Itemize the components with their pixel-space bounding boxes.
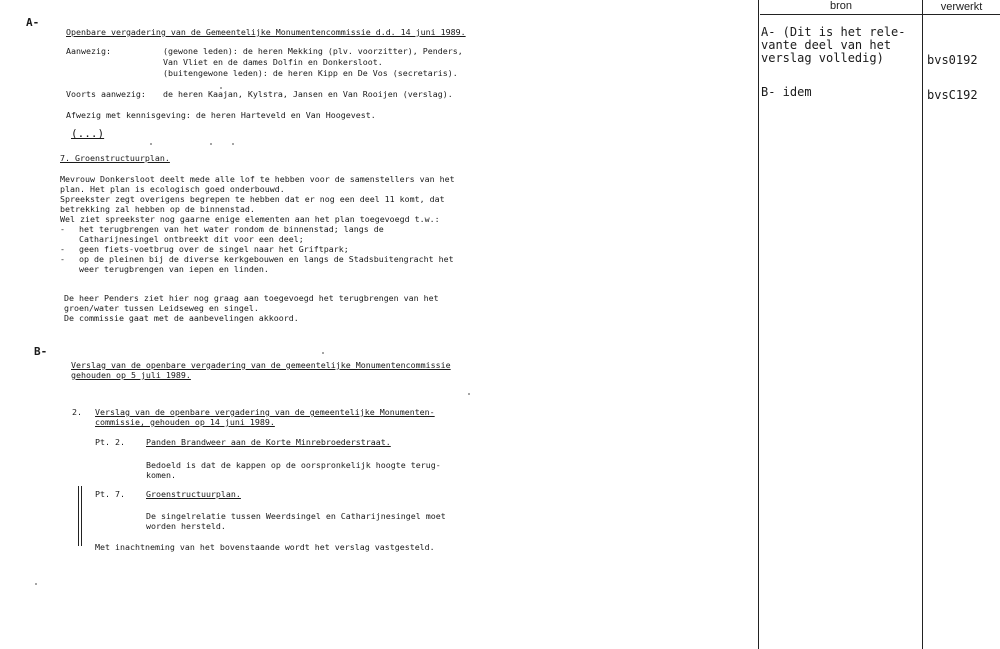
bullet-text: het terugbrengen van het water rondom de binnenstad; langs de <box>79 224 384 234</box>
item-number: 2. <box>72 407 82 417</box>
item-title: commissie, gehouden op 14 juni 1989. <box>95 417 275 427</box>
paragraph-line: betrekking zal hebben op de binnenstad. <box>60 204 255 214</box>
column-divider <box>922 0 923 649</box>
pt2-text: komen. <box>146 470 176 480</box>
processed-code: bvsC192 <box>927 88 978 102</box>
section-marker-a: A- <box>26 16 40 29</box>
source-line: verslag volledig) <box>761 51 884 65</box>
column-header-processed: verwerkt <box>940 1 983 13</box>
also-present-text: de heren Kaajan, Kylstra, Jansen en Van Rooijen (verslag). <box>163 89 453 99</box>
bullet-dash: - <box>60 244 65 254</box>
bullet-text: Catharijnesingel ontbreekt dit voor een deel; <box>79 234 304 244</box>
processed-code: bvs0192 <box>927 53 978 67</box>
also-present-label: Voorts aanwezig: <box>66 89 146 99</box>
pt7-text: De singelrelatie tussen Weerdsingel en Catharijnesingel moet <box>146 511 446 521</box>
paragraph-line: Mevrouw Donkersloot deelt mede alle lof te hebben voor de samenstellers van het <box>60 174 455 184</box>
paragraph-line: Wel ziet spreekster nog gaarne enige elementen aan het plan toegevoegd t.w.: <box>60 214 440 224</box>
section-a-title: Openbare vergadering van de Gemeentelijke Monumentencommissie d.d. 14 juni 1989. <box>66 27 466 37</box>
scan-speck <box>468 393 470 395</box>
pt7-label: Pt. 7. <box>95 489 125 499</box>
paragraph-line: groen/water tussen Leidseweg en singel. <box>64 303 259 313</box>
column-divider <box>758 0 759 649</box>
present-line: (buitengewone leden): de heren Kipp en De Vos (secretaris). <box>163 68 458 78</box>
section-marker-b: B- <box>34 345 48 358</box>
present-line: Van Vliet en de dames Dolfin en Donkersloot. <box>163 57 383 67</box>
pt2-label: Pt. 2. <box>95 437 125 447</box>
change-bar <box>78 486 79 546</box>
scan-speck <box>220 87 222 89</box>
bullet-dash: - <box>60 224 65 234</box>
present-line: (gewone leden): de heren Mekking (plv. voorzitter), Penders, <box>163 46 463 56</box>
ellipsis: (...) <box>71 127 105 140</box>
scan-speck <box>35 583 37 585</box>
source-line: B- idem <box>761 85 812 99</box>
paragraph-line: De heer Penders ziet hier nog graag aan toegevoegd het terugbrengen van het <box>64 293 439 303</box>
pt7-title: Groenstructuurplan. <box>146 489 241 499</box>
paragraph-line: plan. Het plan is ecologisch goed onderbouwd. <box>60 184 285 194</box>
paragraph-line: De commissie gaat met de aanbevelingen akkoord. <box>64 313 299 323</box>
section-b-title: Verslag van de openbare vergadering van de gemeentelijke Monumentencommissie <box>71 360 451 370</box>
bullet-text: geen fiets-voetbrug over de singel naar het Griftpark; <box>79 244 349 254</box>
bullet-text: op de pleinen bij de diverse kerkgebouwen en langs de Stadsbuitengracht het <box>79 254 454 264</box>
change-bar <box>81 486 82 546</box>
source-line: A- (Dit is het rele- <box>761 25 906 39</box>
scan-speck <box>232 143 234 145</box>
paragraph-line: Spreekster zegt overigens begrepen te hebben dat er nog een deel 11 komt, dat <box>60 194 445 204</box>
item-title: Verslag van de openbare vergadering van de gemeentelijke Monumenten- <box>95 407 435 417</box>
header-rule <box>760 14 1000 15</box>
section-b-title: gehouden op 5 juli 1989. <box>71 370 191 380</box>
bullet-text: weer terugbrengen van iepen en linden. <box>79 264 269 274</box>
closing-text: Met inachtneming van het bovenstaande wordt het verslag vastgesteld. <box>95 542 435 552</box>
bullet-dash: - <box>60 254 65 264</box>
item-heading: 7. Groenstructuurplan. <box>60 153 170 163</box>
column-header-source: bron <box>829 0 853 12</box>
scan-speck <box>210 143 212 145</box>
present-label: Aanwezig: <box>66 46 111 56</box>
scan-speck <box>150 143 152 145</box>
pt7-text: worden hersteld. <box>146 521 226 531</box>
pt2-title: Panden Brandweer aan de Korte Minrebroederstraat. <box>146 437 391 447</box>
absent-text: Afwezig met kennisgeving: de heren Harteveld en Van Hoogevest. <box>66 110 376 120</box>
source-line: vante deel van het <box>761 38 892 52</box>
scan-speck <box>322 352 324 354</box>
pt2-text: Bedoeld is dat de kappen op de oorspronkelijk hoogte terug- <box>146 460 441 470</box>
